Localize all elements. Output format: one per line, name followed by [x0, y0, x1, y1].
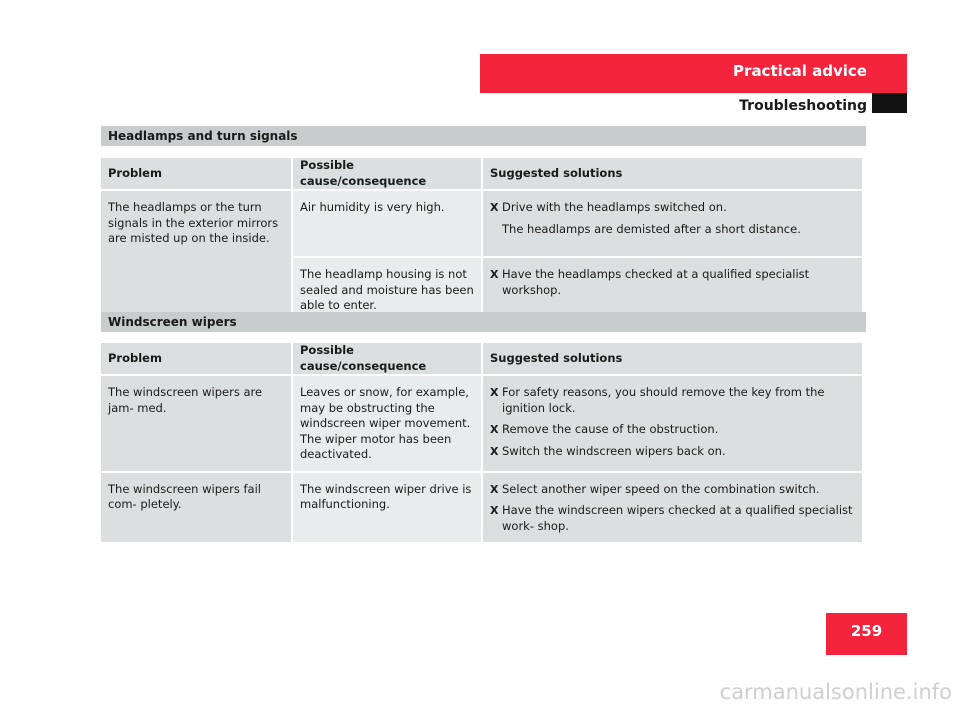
solution-item: X Switch the windscreen wipers back on.	[490, 443, 726, 458]
watermark: carmanualsonline.info	[719, 680, 952, 704]
x-arrow-icon: X	[490, 268, 499, 281]
column-header-problem: Problem	[101, 158, 291, 189]
problem-cell: The headlamps or the turn signals in the exterior mirrors are misted up on the inside.	[101, 191, 291, 322]
headlamps-table	[99, 158, 864, 322]
solutions-cell	[483, 191, 862, 256]
solution-item: X Have the headlamps checked at a qualified specialist workshop.	[490, 267, 810, 297]
chapter-title: Practical advice	[733, 62, 867, 80]
column-header-problem: Problem	[101, 343, 291, 374]
problem-cell: The windscreen wipers are jam- med.	[101, 376, 291, 471]
column-header-solutions: Suggested solutions	[483, 158, 862, 189]
x-arrow-icon: X	[490, 444, 499, 458]
x-arrow-icon: X	[490, 201, 499, 214]
solution-item: X For safety reasons, you should remove the key from the ignition lock.	[490, 385, 825, 415]
section-heading-headlamps: Headlamps and turn signals	[101, 126, 866, 146]
cause-cell: The headlamp housing is not sealed and moisture has been able to enter.	[293, 258, 481, 322]
solution-item: X Remove the cause of the obstruction.	[490, 422, 719, 436]
cause-cell: Air humidity is very high.	[293, 191, 481, 256]
chapter-banner	[480, 54, 907, 93]
problem-cell: The windscreen wipers fail com- pletely.	[101, 473, 291, 543]
x-arrow-icon: X	[490, 386, 499, 399]
section-heading-wipers: Windscreen wipers	[101, 312, 866, 332]
column-header-cause: Possible cause/consequence	[293, 158, 481, 189]
cause-cell: Leaves or snow, for example, may be obstructing the windscreen wiper movement. The wiper motor has been deactivated.	[293, 376, 481, 471]
wipers-table	[99, 343, 864, 542]
solution-item: X Select another wiper speed on the combination switch.	[490, 481, 820, 496]
chapter-tab-marker	[872, 93, 907, 113]
column-header-cause: Possible cause/consequence	[293, 343, 481, 374]
solutions-cell	[483, 473, 862, 543]
solution-note: The headlamps are demisted after a short distance.	[502, 221, 801, 236]
solutions-cell	[483, 376, 862, 471]
page-number: 259	[826, 613, 907, 655]
solution-item: X Drive with the headlamps switched on.	[490, 200, 727, 214]
x-arrow-icon: X	[490, 423, 499, 436]
table-row	[101, 473, 862, 543]
table-row	[101, 191, 862, 256]
x-arrow-icon: X	[490, 482, 499, 496]
subchapter-title: Troubleshooting	[739, 98, 867, 114]
table-row	[101, 376, 862, 471]
cause-cell: The windscreen wiper drive is malfunctioning.	[293, 473, 481, 543]
x-arrow-icon: X	[490, 504, 499, 517]
solution-item: X Have the windscreen wipers checked at a qualified specialist work- shop.	[490, 503, 853, 533]
column-header-solutions: Suggested solutions	[483, 343, 862, 374]
